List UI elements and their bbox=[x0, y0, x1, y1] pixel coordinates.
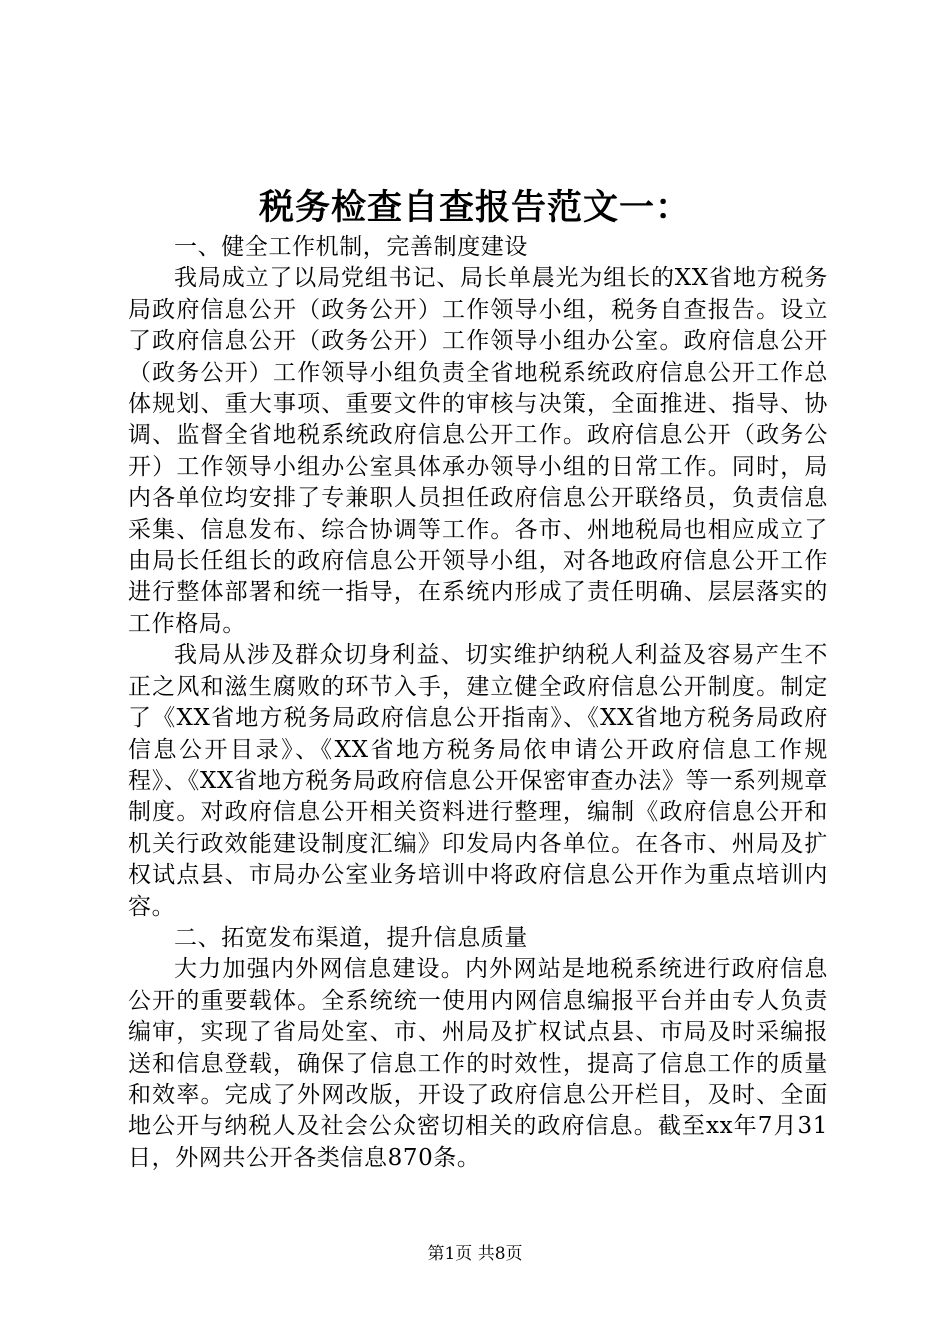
section-heading-2: 二、拓宽发布渠道，提升信息质量 bbox=[174, 924, 528, 951]
section-heading-1: 一、健全工作机制，完善制度建设 bbox=[174, 234, 528, 260]
paragraph-1: 我局成立了以局党组书记、局长单晨光为组长的XX省地方税务局政府信息公开（政务公开）工作领导小组，税务自查报告。设立了政府信息公开（政务公开）工作领导小组办公室。政府信息公开（政务公开）工作领导小组负责全省地税系统政府信息公开工作总体规划、重大事项、重要文件的审核与决策，全面推进、指导、协调、监督全省地税系统政府信息公开工作。政府信息公开（政务公开）工作领导小组办公室具体承办领导小组的日常工作。同时，局内各单位均安排了专兼职人员担任政府信息公开联络员，负责信息采集、信息发布、综合协调等工作。各市、州地税局也相应成立了由局长任组长的政府信息公开领导小组，对各地政府信息公开工作进行整体部署和统一指导，在系统内形成了责任明确、层层落实的工作格局。 bbox=[128, 265, 828, 637]
document-body bbox=[128, 232, 828, 1174]
page-footer: 第1页 共8页 bbox=[427, 1244, 523, 1264]
document-title: 税务检查自查报告范文一： bbox=[258, 187, 691, 228]
paragraph-2: 我局从涉及群众切身利益、切实维护纳税人利益及容易产生不正之风和滋生腐败的环节入手，建立健全政府信息公开制度。制定了《XX省地方税务局政府信息公开指南》、《XX省地方税务局政府信息公开目录》、《XX省地方税务局依申请公开政府信息工作规程》、《XX省地方税务局政府信息公开保密审查办法》等一系列规章制度。对政府信息公开相关资料进行整理，编制《政府信息公开和机关行政效能建设制度汇编》印发局内各单位。在各市、州局及扩权试点县、市局办公室业务培训中将政府信息公开作为重点培训内容。 bbox=[128, 642, 828, 920]
paragraph-3: 大力加强内外网信息建设。内外网站是地税系统进行政府信息公开的重要载体。全系统统一使用内网信息编报平台并由专人负责编审，实现了省局处室、市、州局及扩权试点县、市局及时采编报送和信息登载，确保了信息工作的时效性，提高了信息工作的质量和效率。完成了外网改版，开设了政府信息公开栏目，及时、全面地公开与纳税人及社会公众密切相关的政府信息。截至xx年7月31日，外网共公开各类信息870条。 bbox=[128, 956, 828, 1171]
